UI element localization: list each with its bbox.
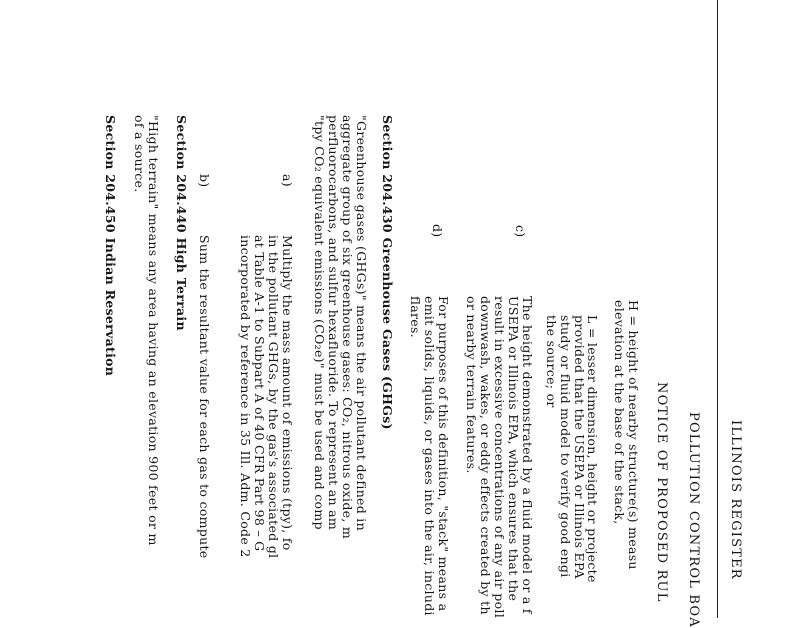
item-c-line: USEPA or Illinois EPA, which ensures that the: [506, 296, 521, 602]
section-450-heading: Section 204.450 Indian Reservation: [103, 115, 118, 377]
section-440-line: of a source.: [132, 115, 147, 193]
notice-title: NOTICE OF PROPOSED RUL: [654, 382, 669, 603]
item-a-label: a): [280, 174, 295, 187]
item-d-label: d): [430, 224, 445, 238]
item-b-line: Sum the resultant value for each gas to compute: [197, 235, 212, 559]
section-430-heading: Section 204.430 Greenhouse Gases (GHGs): [380, 115, 395, 430]
item-d-line: flares.: [408, 296, 423, 338]
section-440-line: "High terrain" means any area having an elevation 900 feet or m: [146, 115, 161, 546]
item-b-label: b): [197, 174, 212, 188]
item-d-line: emit solids, liquids, or gases into the air, includi: [422, 296, 437, 616]
item-a-line: incorporated by reference in 35 Ill. Adm. Code 2: [238, 235, 253, 558]
section-440-heading: Section 204.440 High Terrain: [174, 115, 189, 331]
item-a-line: in the pollutant GHGs, by the gas's associated gl: [266, 235, 281, 559]
item-c-label: c): [513, 225, 528, 238]
item-a-line: Multiply the mass amount of emissions (tpy), fo: [280, 235, 295, 551]
definition-line: study or fluid model to verify good engi: [558, 315, 573, 578]
register-title: ILLINOIS REGISTER: [728, 420, 743, 580]
definition-line: H = height of nearby structure(s) measu: [626, 300, 641, 570]
section-430-line: aggregate group of six greenhouse gases: CO₂, nitrous oxide, m: [340, 115, 355, 540]
item-c-line: The height demonstrated by a fluid model or a f: [520, 296, 535, 614]
item-c-line: result in excessive concentrations of any air poll: [492, 296, 507, 619]
definition-line: the source; or: [544, 315, 559, 408]
definition-line: provided that the USEPA or Illinois EPA: [572, 315, 587, 579]
definition-line: L = lesser dimension, height or projecte: [585, 315, 600, 583]
section-430-line: perfluorocarbons, and sulfur hexafluoride. To represent an am: [326, 115, 341, 531]
header-rule: [717, 0, 718, 618]
definition-line: elevation at the base of the stack,: [612, 300, 627, 525]
section-430-line: "Greenhouse gases (GHGs)" means the air pollutant defined in: [354, 115, 369, 531]
item-d-line: For purposes of this definition, "stack" means a: [436, 296, 451, 612]
board-title: POLLUTION CONTROL BOA: [686, 412, 701, 628]
item-a-line: at Table A-1 to Subpart A of 40 CFR Part 98 – G: [252, 235, 267, 552]
item-c-line: or nearby terrain features.: [464, 296, 479, 474]
item-c-line: downwash, wakes, or eddy effects created by th: [478, 296, 493, 615]
section-430-line: "tpy CO₂ equivalent emissions (CO₂e)" must be used and comp: [312, 115, 327, 530]
